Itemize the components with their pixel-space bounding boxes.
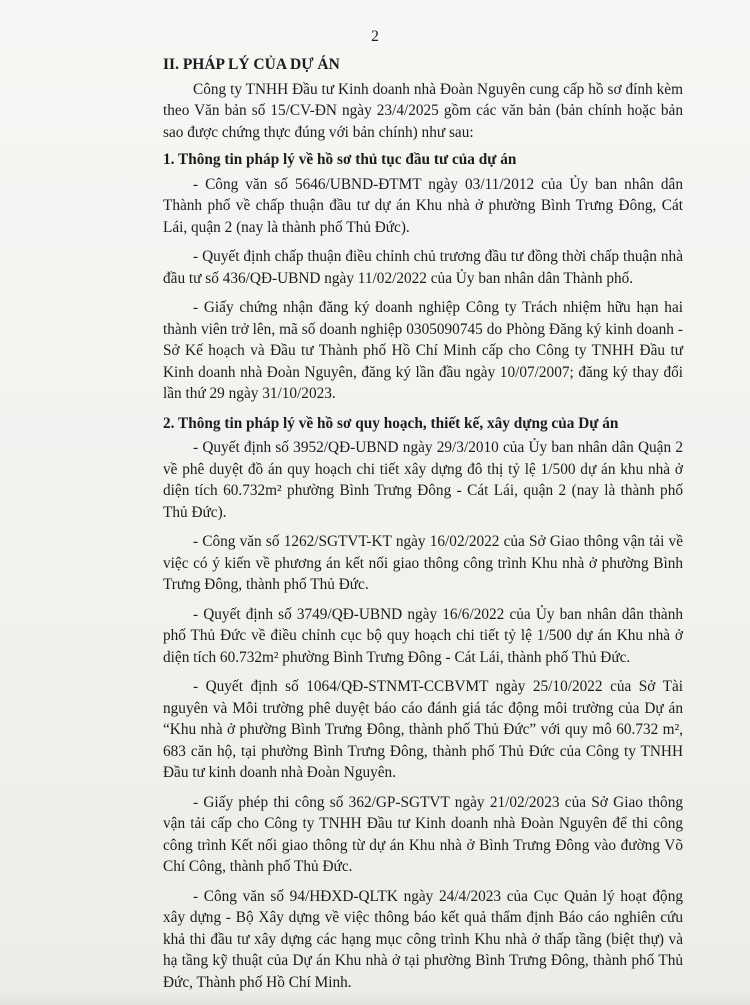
legal-item: - Giấy phép thi công số 362/GP-SGTVT ngày 21/02/2023 của Sở Giao thông vận tải cấp cho Công ty TNHH Đầu tư Kinh doanh nhà Đoàn Nguyên để thi công công trình Kết nối giao thông từ dự án Khu nhà ở Bình Trưng Đông vào đường Võ Chí Công, thành phố Thủ Đức. <box>163 793 683 875</box>
intro-paragraph: Công ty TNHH Đầu tư Kinh doanh nhà Đoàn Nguyên cung cấp hồ sơ đính kèm theo Văn bản số 15/CV-ĐN ngày 23/4/2025 gồm các văn bản (bản chính hoặc bản sao được chứng thực đúng với bản chính) như sau: <box>163 80 683 141</box>
page-edge-shadow <box>0 991 750 1005</box>
subsection-heading-2: 2. Thông tin pháp lý về hồ sơ quy hoạch, thiết kế, xây dựng của Dự án <box>163 414 619 432</box>
legal-item: - Quyết định số 3749/QĐ-UBND ngày 16/6/2022 của Ủy ban nhân dân thành phố Thủ Đức về điều chỉnh cục bộ quy hoạch chi tiết tỷ lệ 1/500 dự án Khu nhà ở diện tích 60.732m² phường Bình Trưng Đông - Cát Lái, thành phố Thủ Đức. <box>163 605 683 666</box>
legal-item: - Công văn số 94/HĐXD-QLTK ngày 24/4/2023 của Cục Quản lý hoạt động xây dựng - Bộ Xây dựng về việc thông báo kết quả thẩm định Báo cáo nghiên cứu khả thi đầu tư xây dựng các hạng mục công trình Khu nhà ở thấp tầng (biệt thự) và hạ tầng kỹ thuật của Dự án Khu nhà ở tại phường Bình Trưng Đông, thành phố Thủ Đức, Thành phố Hồ Chí Minh. <box>163 887 683 991</box>
section-title: II. PHÁP LÝ CỦA DỰ ÁN <box>163 56 340 73</box>
subsection-heading-1: 1. Thông tin pháp lý về hồ sơ thủ tục đầu tư của dự án <box>163 151 517 168</box>
page-number: 2 <box>371 28 379 45</box>
legal-item: - Quyết định số 3952/QĐ-UBND ngày 29/3/2010 của Ủy ban nhân dân Quận 2 về phê duyệt đồ án quy hoạch chi tiết xây dựng đô thị tỷ lệ 1/500 dự án khu nhà ở diện tích 60.732m² phường Bình Trưng Đông - Cát Lái, quận 2 (nay là thành phố Thủ Đức). <box>163 439 683 521</box>
legal-item: - Công văn số 1262/SGTVT-KT ngày 16/02/2022 của Sở Giao thông vận tải về việc có ý kiến về phương án kết nối giao thông công trình Khu nhà ở phường Bình Trưng Đông, thành phố Thủ Đức. <box>163 533 683 593</box>
legal-item: - Công văn số 5646/UBND-ĐTMT ngày 03/11/2012 của Ủy ban nhân dân Thành phố về chấp thuận đầu tư dự án Khu nhà ở phường Bình Trưng Đông, Cát Lái, quận 2 (nay là thành phố Thủ Đức). <box>163 175 683 236</box>
legal-item: - Quyết định số 1064/QĐ-STNMT-CCBVMT ngày 25/10/2022 của Sở Tài nguyên và Môi trường phê duyệt báo cáo đánh giá tác động môi trường của Dự án “Khu nhà ở phường Bình Trưng Đông, thành phố Thủ Đức” với quy mô 60.732 m², 683 căn hộ, tại phường Bình Trưng Đông, thành phố Thủ Đức của Công ty TNHH Đầu tư kinh doanh nhà Đoàn Nguyên. <box>163 678 683 781</box>
legal-item: - Giấy chứng nhận đăng ký doanh nghiệp Công ty Trách nhiệm hữu hạn hai thành viên trở lên, mã số doanh nghiệp 0305090745 do Phòng Đăng ký kinh doanh - Sở Kế hoạch và Đầu tư Thành phố Hồ Chí Minh cấp cho Công ty TNHH Đầu tư Kinh doanh nhà Đoàn Nguyên, đăng ký lần đầu ngày 10/07/2007; đăng ký thay đổi lần thứ 29 ngày 31/10/2023. <box>163 299 683 402</box>
legal-item: - Quyết định chấp thuận điều chỉnh chủ trương đầu tư đồng thời chấp thuận nhà đầu tư số 436/QĐ-UBND ngày 11/02/2022 của Ủy ban nhân dân Thành phố. <box>163 248 683 287</box>
document-body <box>163 54 683 1001</box>
